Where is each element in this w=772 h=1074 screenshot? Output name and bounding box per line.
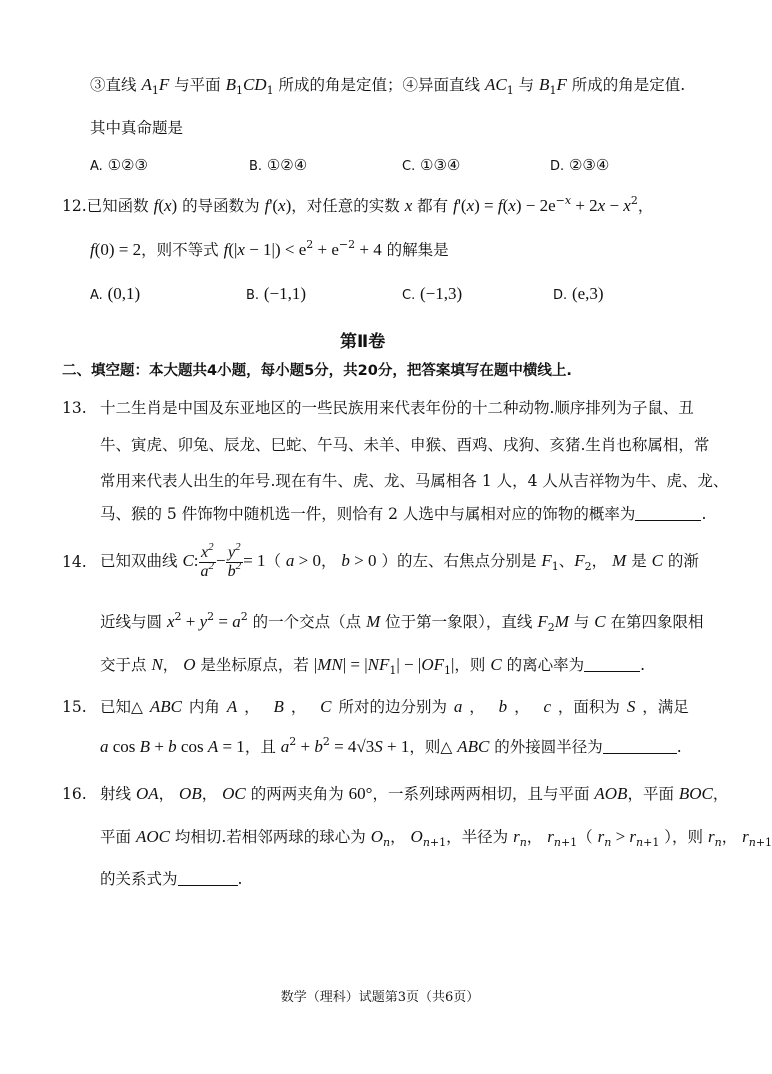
q15-line1: 已知△ ABC 内角 A ， B ， C 所对的边分别为 a ， b ， c ，面积为 S ，满足 [100,697,689,716]
q14-line3: 交于点 N， O 是坐标原点，若 $|MN| = |NF_1| - |OF_1|$，则 C 的离心率为 . [100,655,646,677]
page-footer: 数学（理科）试题第3页（共6页） [280,990,480,1005]
q16-line3: 的关系式为 . [100,870,243,888]
q11-option-b: B. ①②④ [249,156,308,174]
q11-option-c: C. ①③④ [402,156,461,174]
q12-line1: 12.已知函数 f(x) 的导函数为 f'(x)，对任意的实数 x 都有 $f'(x) = f(x) - 2e^{-x} + 2x - x^2$， [62,194,654,215]
q14-number: 14. [62,553,87,571]
q12-option-d: D. (e,3) [553,284,604,303]
q13-line3: 常用来代表人出生的年号.现在有牛、虎、龙、马属相各 1 人，4 人从吉祥物为牛、虎、龙、 [100,472,729,490]
q11-option-a: A. ①②③ [90,156,148,174]
q15-number: 15. [62,698,87,716]
q11-prompt: 其中真命题是 [90,119,184,137]
q12-line2: f(0) = 2，则不等式 $f(|x - 1|) < e^2 + e^{-2} + 4$ 的解集是 [90,238,449,259]
q16-answer-blank[interactable] [178,871,238,886]
q13-line4: 马、猴的 5 件饰物中随机选一件，则恰有 2 人选中与属相对应的饰物的概率为 . [100,505,707,523]
section-subtitle: 二、填空题：本大题共4小题，每小题5分，共20分，把答案填写在题中横线上. [62,363,572,379]
q12-option-b: B. (−1,1) [246,284,307,303]
q13-answer-blank[interactable] [635,506,701,521]
q14-answer-blank[interactable] [584,657,640,672]
q15-line2: a cos B + b cos A = 1，且 $a^2 + b^2 = 4√3S + 1$，则△ ABC 的外接圆半径为 . [100,735,682,756]
q15-answer-blank[interactable] [603,739,677,754]
q12-option-c: C. (−1,3) [402,284,463,303]
q13-line2: 牛、寅虎、卯兔、辰龙、巳蛇、午马、未羊、申猴、酉鸡、戌狗、亥猪.生肖也称属相，常 [100,436,710,454]
q11-option-d: D. ②③④ [550,156,610,174]
q13-number: 13. [62,399,87,417]
section-title: 第Ⅱ卷 [340,332,386,352]
q13-line1: 十二生肖是中国及东亚地区的一些民族用来代表年份的十二种动物.顺序排列为子鼠、丑 [100,399,694,417]
q14-line1: 已知双曲线 C: $\frac{x^2}{a^2}$ − $\frac{y^2}{b^2}$ = 1（ a > 0， b > 0 ）的左、右焦点分别是 $F_1$、$F_2$， M 是 C 的渐 [100,540,699,580]
q14-line2: 近线与圆 $x^2 + y^2 = a^2$ 的一个交点（点 M 位于第一象限），直线 $F_2M$ 与 C 在第四象限相 [100,610,704,634]
q16-line1: 射线 OA， OB， OC 的两两夹角为 60°，一系列球两两相切，且与平面 AOB，平面 BOC， [100,784,729,803]
q11-line1: ③直线 $A_1F$ 与平面 $B_1CD_1$ 所成的角是定值；④异面直线 $AC_1$ 与 $B_1F$ 所成的角是定值. [90,75,686,97]
q16-line2: 平面 AOC 均相切.若相邻两球的球心为 $O_n$， $O_{n+1}$，半径为 $r_n$， $r_{n+1}$（ $r_n > r_{n+1}$ ），则 $r_n$， $r_{n+1}$ [100,827,772,849]
q16-number: 16. [62,785,87,803]
q12-option-a: A. (0,1) [90,284,141,303]
